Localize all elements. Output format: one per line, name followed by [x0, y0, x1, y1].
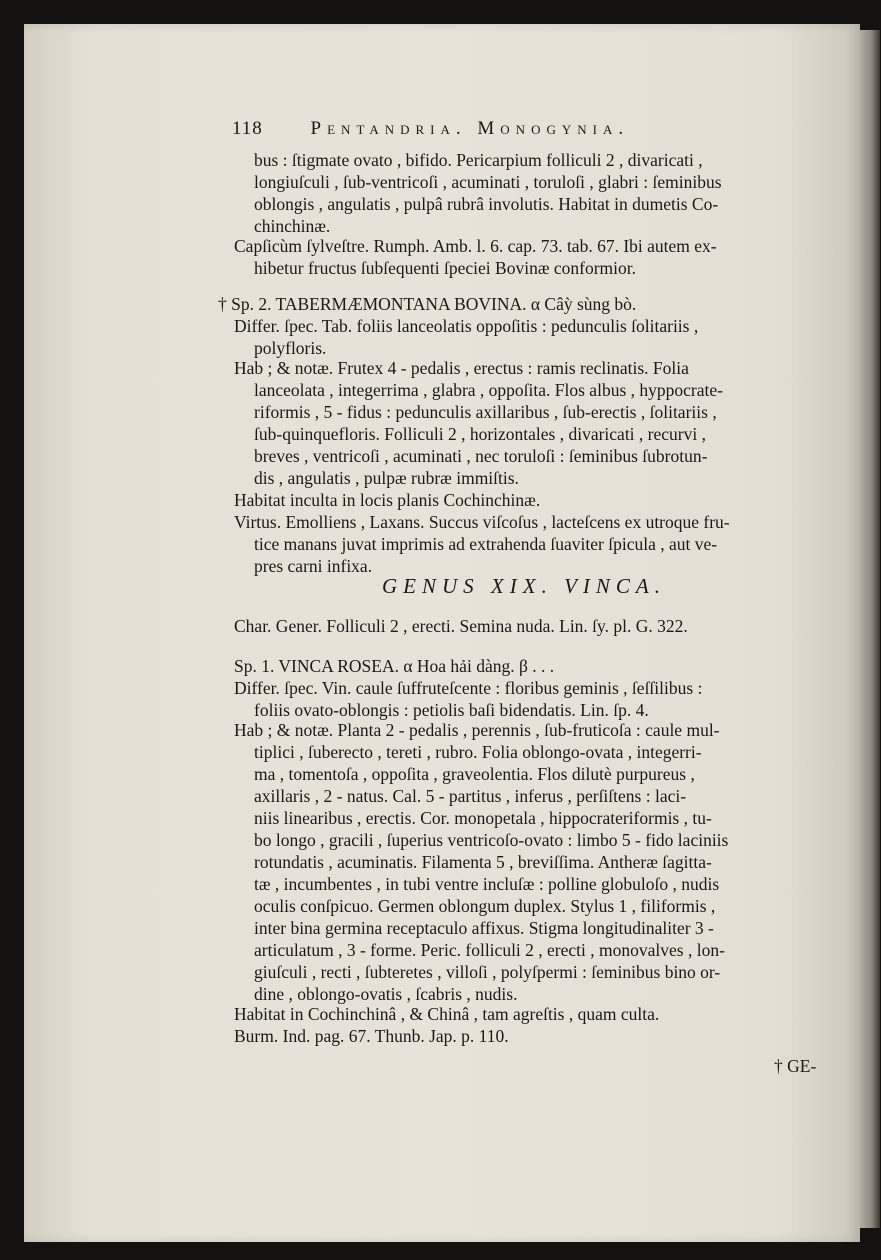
text-line: niis linearibus , erectis. Cor. monopetala , hippocrateriformis , tu- [254, 808, 712, 828]
text-line: dis , angulatis , pulpæ rubræ immiſtis. [254, 468, 519, 488]
text-line: pres carni infixa. [254, 556, 373, 576]
text-line: polyfloris. [254, 338, 327, 358]
text-line: hibetur fructus ſubſequenti ſpeciei Bovinæ conformior. [254, 258, 637, 278]
text-line: Differ. ſpec. Vin. caule ſuffruteſcente : floribus geminis , ſeſſilibus : [234, 678, 703, 698]
text-line: axillaris , 2 - natus. Cal. 5 - partitus , inferus , perſiſtens : laci- [254, 786, 687, 806]
running-title: Pentandria. Monogynia. [310, 118, 630, 139]
text-line: † GE- [774, 1056, 817, 1076]
page-edge [858, 30, 880, 1228]
text-line: ſub-quinquefloris. Folliculi 2 , horizontales , divaricati , recurvi , [254, 424, 706, 444]
genus-heading: GENUS XIX. VINCA. [382, 574, 666, 598]
text-line: Burm. Ind. pag. 67. Thunb. Jap. p. 110. [234, 1026, 509, 1046]
text-line: Differ. ſpec. Tab. foliis lanceolatis oppoſitis : pedunculis ſolitariis , [234, 316, 699, 336]
text-line: dine , oblongo-ovatis , ſcabris , nudis. [254, 984, 518, 1004]
text-line: breves , ventricoſi , acuminati , nec toruloſi : ſeminibus ſubrotun- [254, 446, 708, 466]
text-line: inter bina germina receptaculo affixus. Stigma longitudinaliter 3 - [254, 918, 714, 938]
text-line: † Sp. 2. TABERMÆMONTANA BOVINA. α Câỳ sùng bò. [218, 294, 637, 314]
text-line: tice manans juvat imprimis ad extrahenda ſuaviter ſpicula , aut ve- [254, 534, 718, 554]
text-line: oblongis , angulatis , pulpâ rubrâ involutis. Habitat in dumetis Co- [254, 194, 719, 214]
text-line: articulatum , 3 - forme. Peric. folliculi 2 , erecti , monovalves , lon- [254, 940, 725, 960]
page-number: 118 [232, 118, 263, 139]
text-line: ma , tomentoſa , oppoſita , graveolentia. Flos dilutè purpureus , [254, 764, 695, 784]
text-line: bo longo , gracili , ſuperius ventricoſo-ovato : limbo 5 - fido laciniis [254, 830, 729, 850]
text-line: Hab ; & notæ. Frutex 4 - pedalis , erectus : ramis reclinatis. Folia [234, 358, 689, 378]
text-line: rotundatis , acuminatis. Filamenta 5 , breviſſima. Antheræ ſagitta- [254, 852, 712, 872]
text-line: Virtus. Emolliens , Laxans. Succus viſcoſus , lacteſcens ex utroque fru- [234, 512, 730, 532]
text-line: Sp. 1. VINCA ROSEA. α Hoa hải dàng. β . . . [234, 656, 555, 676]
page-header [232, 118, 629, 140]
text-line: foliis ovato-oblongis : petiolis baſi bidendatis. Lin. ſp. 4. [254, 700, 649, 720]
text-line: longiuſculi , ſub-ventricoſi , acuminati , toruloſi , glabri : ſeminibus [254, 172, 722, 192]
text-line: Capſicùm ſylveſtre. Rumph. Amb. l. 6. cap. 73. tab. 67. Ibi autem ex- [234, 236, 717, 256]
text-line: Habitat in Cochinchinâ , & Chinâ , tam agreſtis , quam culta. [234, 1004, 660, 1024]
text-line: giuſculi , recti , ſubteretes , villoſi , polyſpermi : ſeminibus bino or- [254, 962, 721, 982]
text-line: riformis , 5 - fidus : pedunculis axillaribus , ſub-erectis , ſolitariis , [254, 402, 717, 422]
text-line: oculis conſpicuo. Germen oblongum duplex. Stylus 1 , filiformis , [254, 896, 716, 916]
text-line: tiplici , ſuberecto , tereti , rubro. Folia oblongo-ovata , integerri- [254, 742, 702, 762]
text-line: bus : ſtigmate ovato , bifido. Pericarpium folliculi 2 , divaricati , [254, 150, 703, 170]
text-line: Char. Gener. Folliculi 2 , erecti. Semina nuda. Lin. ſy. pl. G. 322. [234, 616, 688, 636]
text-line: Hab ; & notæ. Planta 2 - pedalis , perennis , ſub-fruticoſa : caule mul- [234, 720, 720, 740]
text-line: Habitat inculta in locis planis Cochinchinæ. [234, 490, 541, 510]
text-line: tæ , incumbentes , in tubi ventre incluſæ : polline globuloſo , nudis [254, 874, 720, 894]
text-line: chinchinæ. [254, 216, 331, 236]
text-line: lanceolata , integerrima , glabra , oppoſita. Flos albus , hyppocrate- [254, 380, 723, 400]
